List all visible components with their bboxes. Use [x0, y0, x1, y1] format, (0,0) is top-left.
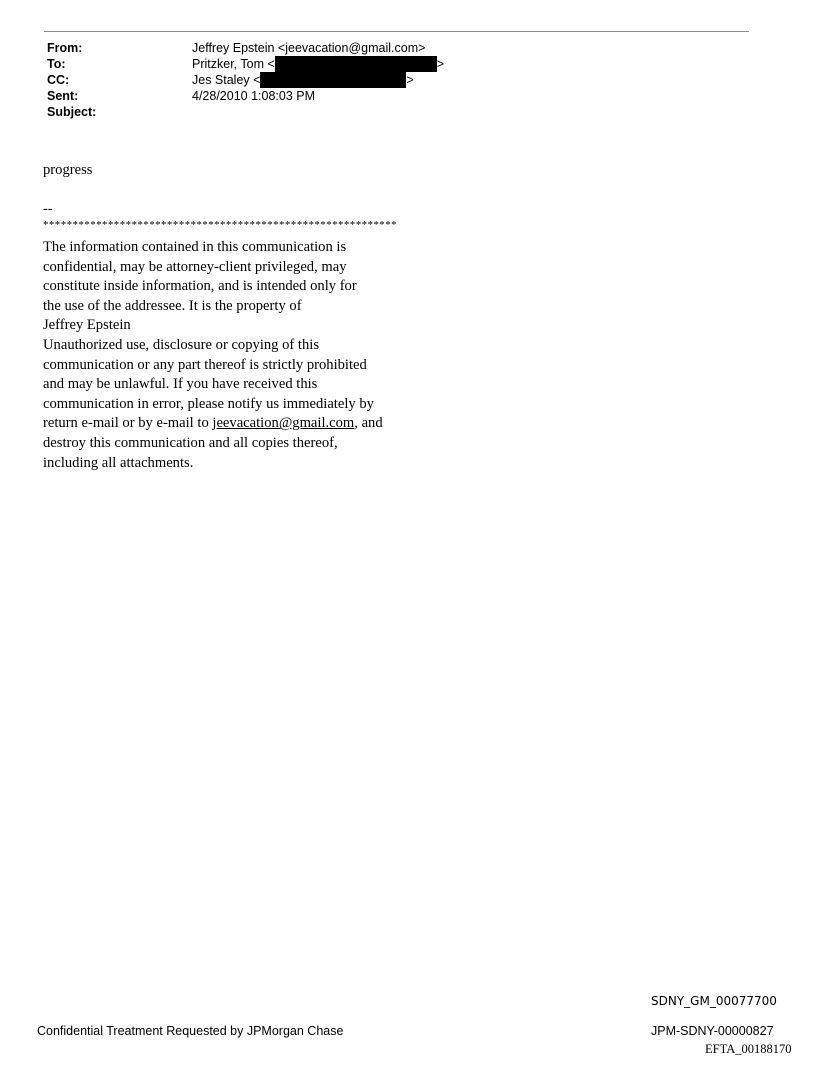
from-label: From: [47, 41, 83, 55]
cc-redaction [260, 72, 406, 88]
disclaimer-line: The information contained in this communication is [43, 239, 347, 255]
cc-name: Jes Staley < [192, 73, 261, 87]
header-divider [44, 31, 749, 32]
disclaimer-line: constitute inside information, and is intended only for [43, 278, 357, 295]
bates-sdny: SDNY_GM_00077700 [651, 994, 777, 1008]
cc-label: CC: [47, 73, 70, 87]
to-label: To: [47, 57, 66, 71]
disclaimer-line: communication in error, please notify us immediately by [43, 395, 374, 412]
to-redaction [275, 56, 437, 72]
disclaimer-line-with-link [43, 414, 383, 434]
subject-label: Subject: [47, 105, 97, 119]
disclaimer-line: Unauthorized use, disclosure or copying of this [43, 336, 320, 353]
disclaimer-line: including all attachments. [43, 454, 194, 471]
to-close: > [436, 57, 445, 71]
confidential-footer: Confidential Treatment Requested by JPMorgan Chase [37, 1024, 344, 1038]
to-name: Pritzker, Tom < [192, 57, 275, 71]
sent-value: 4/28/2010 1:08:03 PM [192, 89, 316, 103]
confidentiality-disclaimer [43, 238, 383, 473]
signature-separator: -- [43, 201, 53, 217]
disclaimer-line: communication or any part thereof is strictly prohibited [43, 356, 367, 373]
disclaimer-line: the use of the addressee. It is the property of [43, 297, 302, 314]
disclaimer-line: confidential, may be attorney-client privileged, may [43, 258, 347, 275]
bates-efta: EFTA_00188170 [705, 1042, 792, 1056]
to-value [192, 56, 444, 72]
sent-label: Sent: [47, 89, 79, 103]
email-link[interactable]: jeevacation@gmail.com [212, 415, 355, 432]
disclaimer-line: and may be unlawful. If you have received this [43, 376, 318, 393]
message-body: progress [43, 162, 93, 178]
disclaimer-line: destroy this communication and all copies thereof, [43, 434, 338, 451]
from-value: Jeffrey Epstein <jeevacation@gmail.com> [192, 41, 426, 55]
disclaimer-text: return e-mail or by e-mail to [43, 415, 213, 432]
asterisk-divider: ************************************************************ [43, 219, 397, 231]
cc-close: > [406, 73, 414, 87]
cc-value [192, 72, 414, 88]
disclaimer-line: Jeffrey Epstein [43, 317, 131, 334]
disclaimer-text: , and [354, 415, 383, 432]
bates-jpm: JPM-SDNY-00000827 [651, 1024, 774, 1038]
